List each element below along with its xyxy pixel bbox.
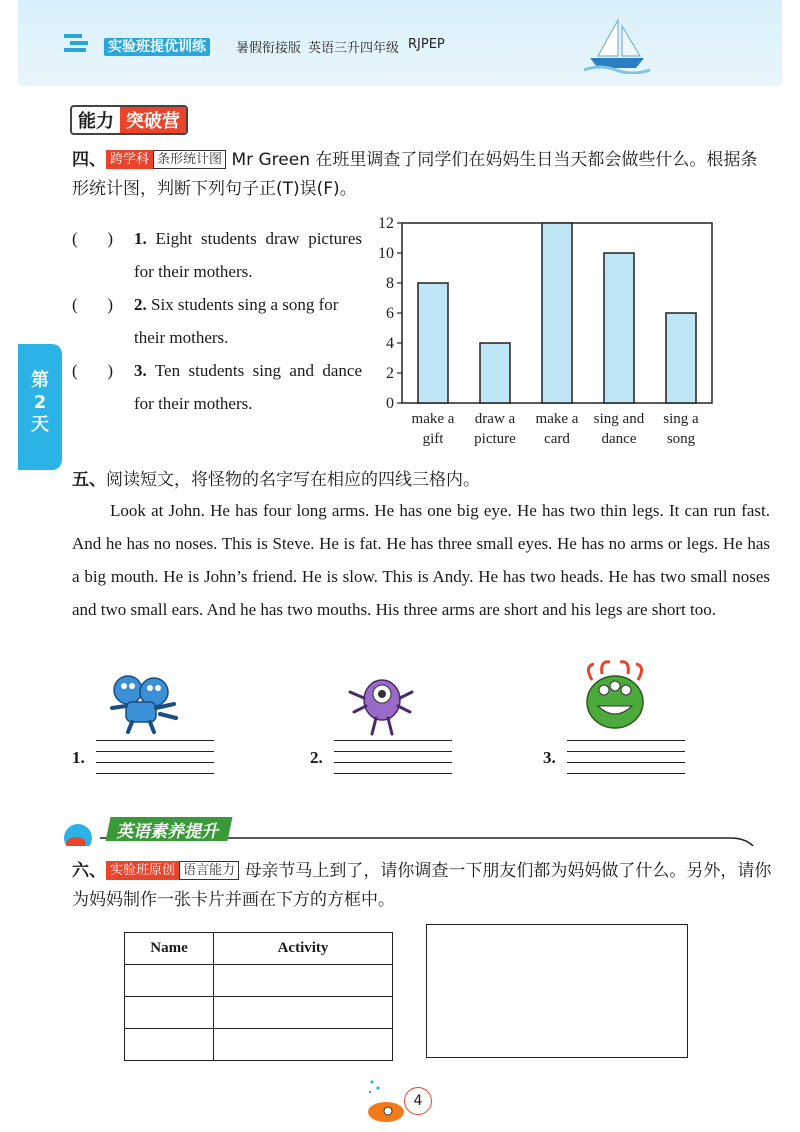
y-tick-label: 8 xyxy=(386,275,394,292)
x-tick-label: draw a picture xyxy=(474,411,516,447)
day-label: 第2天 xyxy=(31,370,49,435)
question-4-prompt xyxy=(72,146,772,204)
grade-label: 英语三升四年级 xyxy=(308,41,400,56)
answer-2 xyxy=(310,748,323,768)
item-text: Eight students draw pictures for their mothers. xyxy=(134,229,363,281)
bar-chart xyxy=(368,210,728,460)
tf-item xyxy=(72,288,362,354)
question-6-text: 母亲节马上到了，请你调查一下朋友们都为妈妈做了什么。另外，请你为妈妈制作一张卡片并画在下方的方框中。 xyxy=(72,861,772,910)
table-cell[interactable] xyxy=(214,997,393,1029)
table-cell[interactable] xyxy=(214,965,393,997)
y-tick-label: 6 xyxy=(386,305,394,322)
answer-1 xyxy=(72,748,85,768)
tag-language: 语言能力 xyxy=(179,861,239,880)
reading-passage: Look at John. He has four long arms. He has one big eye. He has two thin legs. It can run fast. And he has no noses. This is Steve. He is fat. He has three small eyes. He has no arms or legs. He has a big mouth. He is John’s friend. He is slow. This is Andy. He has two heads. He has two small noses and two small ears. And he has two mouths. His three arms are short and his legs are short too. xyxy=(72,501,770,619)
table-cell[interactable] xyxy=(214,1029,393,1061)
brand-title: 实验班提优训练 xyxy=(104,36,210,56)
x-tick-label: sing and dance xyxy=(593,411,645,447)
four-line-grid[interactable] xyxy=(334,740,452,776)
banner-text: 英语素养提升 xyxy=(115,821,222,842)
item-number: 1. xyxy=(134,229,147,248)
answer-3 xyxy=(543,748,556,768)
tf-item xyxy=(72,354,362,420)
four-line-grid[interactable] xyxy=(567,740,685,776)
col-activity-header: Activity xyxy=(214,933,393,965)
x-tick-label: make a gift xyxy=(411,411,455,447)
y-tick-label: 2 xyxy=(386,365,394,382)
survey-table xyxy=(124,932,393,1061)
item-text: Ten students sing and dance for their mothers. xyxy=(134,361,362,413)
tf-list xyxy=(72,222,362,420)
answer-blank[interactable]: ( ) xyxy=(72,229,114,248)
question-number: 四、 xyxy=(72,150,106,170)
section-title xyxy=(70,105,188,135)
four-line-grid[interactable] xyxy=(96,740,214,776)
page-number: 4 xyxy=(404,1087,432,1115)
question-5-prompt xyxy=(72,466,772,495)
answer-number: 3. xyxy=(543,748,556,767)
y-tick-label: 12 xyxy=(378,215,394,232)
table-header-row xyxy=(125,933,393,965)
answer-number: 2. xyxy=(310,748,323,767)
edition-label: 暑假衔接版 xyxy=(236,41,302,56)
y-tick-label: 0 xyxy=(386,395,394,412)
two-headed-monster-icon xyxy=(104,664,182,734)
table-row xyxy=(125,965,393,997)
item-number: 2. xyxy=(134,295,147,314)
table-cell[interactable] xyxy=(125,1029,214,1061)
tag-bar-chart: 条形统计图 xyxy=(153,150,226,169)
question-number: 六、 xyxy=(72,861,106,881)
question-6-prompt xyxy=(72,857,772,915)
x-tick-label: sing a song xyxy=(663,411,699,447)
tag-original: 实验班原创 xyxy=(106,861,179,880)
bar-4 xyxy=(604,253,634,403)
bar-1 xyxy=(418,283,448,403)
section-title-part1: 能力 xyxy=(78,111,114,132)
answer-blank[interactable]: ( ) xyxy=(72,295,114,314)
y-tick-label: 10 xyxy=(378,245,394,262)
table-row xyxy=(125,997,393,1029)
tag-cross-subject: 跨学科 xyxy=(106,150,153,169)
x-tick-label: make a card xyxy=(535,411,579,447)
bar-2 xyxy=(480,343,510,403)
edition-code: RJPEP xyxy=(408,37,445,52)
answer-number: 1. xyxy=(72,748,85,767)
submarine-icon xyxy=(364,1076,408,1126)
table-row xyxy=(125,1029,393,1061)
three-eyed-monster-icon xyxy=(580,660,650,732)
table-cell[interactable] xyxy=(125,965,214,997)
card-drawing-box[interactable] xyxy=(426,924,688,1058)
question-number: 五、 xyxy=(72,470,106,490)
item-number: 3. xyxy=(134,361,147,380)
col-name-header: Name xyxy=(125,933,214,965)
bar-3 xyxy=(542,223,572,403)
question-5-text: 阅读短文，将怪物的名字写在相应的四线三格内。 xyxy=(106,470,480,490)
answer-blank[interactable]: ( ) xyxy=(72,361,114,380)
y-tick-label: 4 xyxy=(386,335,394,352)
one-eyed-monster-icon xyxy=(344,672,416,736)
question-4-text: Mr Green 在班里调查了同学们在妈妈生日当天都会做些什么。根据条形统计图，判断下列句子正(T)误(F)。 xyxy=(72,150,758,199)
section-title-part2: 突破营 xyxy=(120,107,186,133)
table-cell[interactable] xyxy=(125,997,214,1029)
english-literacy-banner xyxy=(105,817,232,841)
sailboat-icon xyxy=(584,16,650,74)
item-text: Six students sing a song for their mothers. xyxy=(134,295,339,347)
bar-5 xyxy=(666,313,696,403)
tf-item xyxy=(72,222,362,288)
